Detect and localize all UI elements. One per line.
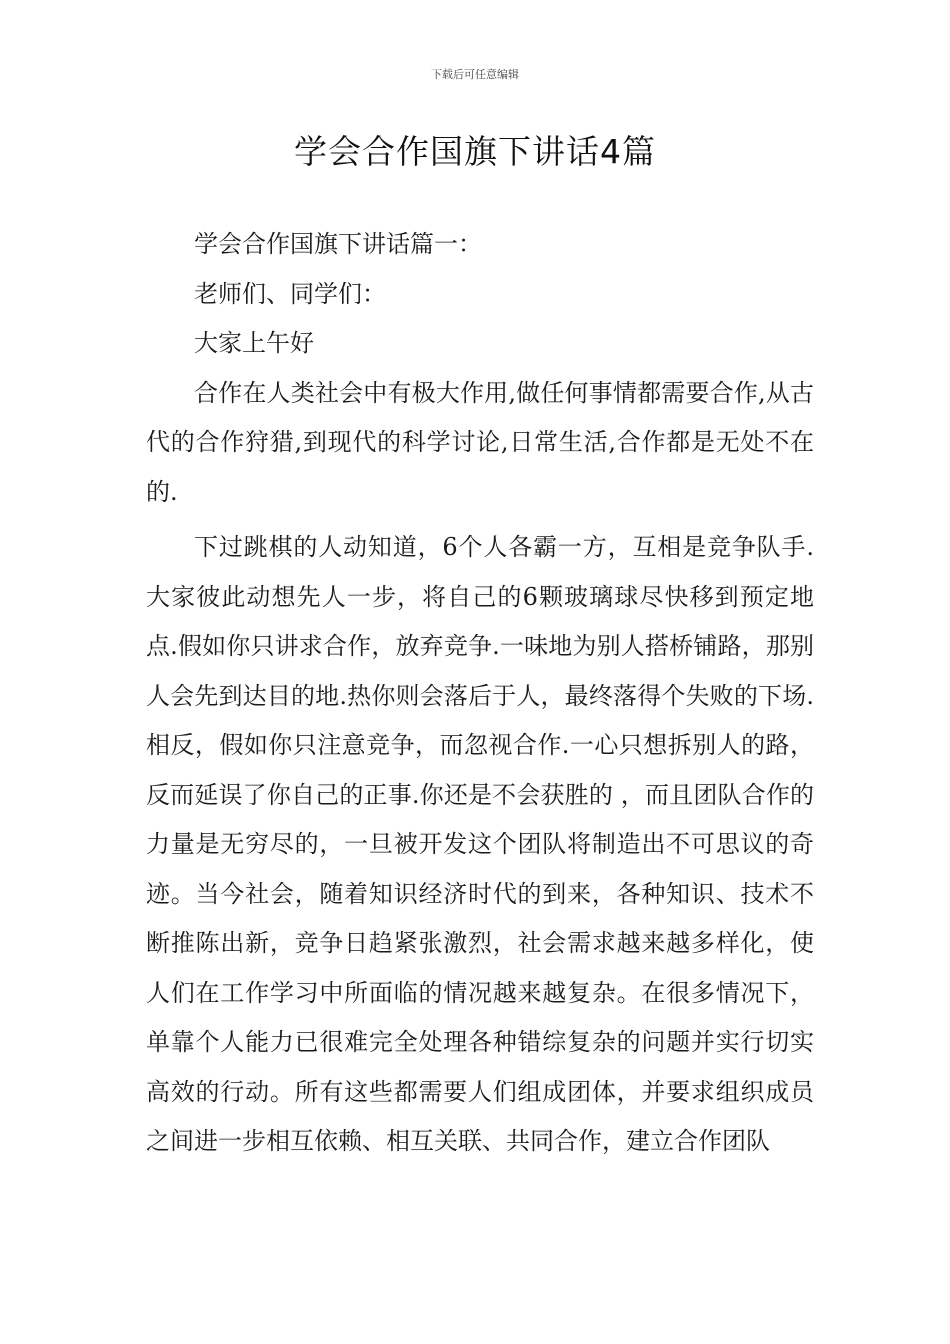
header-note: 下载后可任意编辑	[431, 68, 519, 81]
paragraph-greeting: 大家上午好	[194, 329, 314, 357]
document-title: 学会合作国旗下讲话4篇	[294, 132, 656, 171]
paragraph-section-heading: 学会合作国旗下讲话篇一：	[194, 230, 482, 258]
document-body	[146, 220, 814, 1167]
paragraph-salutation: 老师们、同学们：	[194, 279, 386, 308]
paragraph-intro: 合作在人类社会中有极大作用,做任何事情都需要合作,从古代的合作狩猎,到现代的科学讨论,日常生活,合作都是无处不在的.	[146, 378, 814, 506]
paragraph-main: 下过跳棋的人动知道，6个人各霸一方，互相是竞争队手.大家彼此动想先人一步，将自己的6颗玻璃球尽快移到预定地点.假如你只讲求合作，放弃竞争.一味地为别人搭桥铺路，那别人会先到达目的地.热你则会落后于人，最终落得个失败的下场.相反，假如你只注意竞争，而忽视合作.一心只想拆别人的路，反而延误了你自己的正事.你还是不会获胜的 ，而且团队合作的力量是无穷尽的，一旦被开发这个团队将制造出不可思议的奇迹。当今社会，随着知识经济时代的到来，各种知识、技术不断推陈出新，竞争日趋紧张激烈，社会需求越来越多样化，使人们在工作学习中所面临的情况越来越复杂。在很多情况下，单靠个人能力已很难完全处理各种错综复杂的问题并实行切实高效的行动。所有这些都需要人们组成团体，并要求组织成员之间进一步相互依赖、相互关联、共同合作，建立合作团队	[146, 533, 814, 1155]
